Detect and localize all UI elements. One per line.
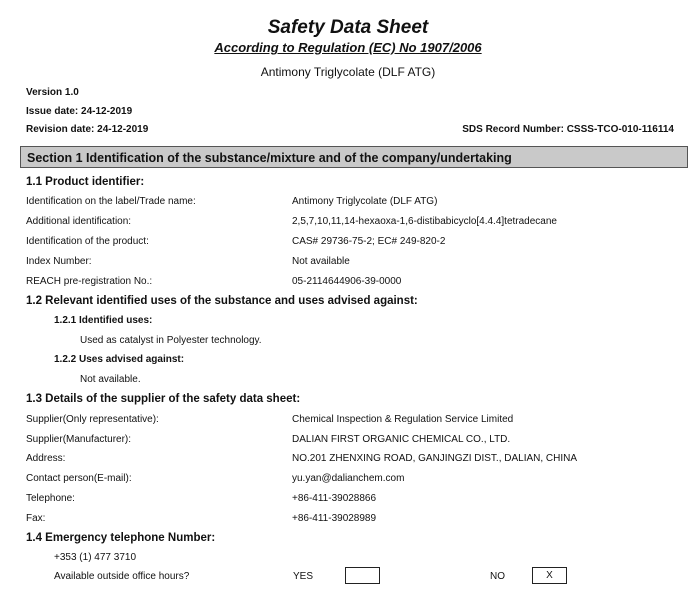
yes-label: YES [293, 571, 314, 582]
row-label-manufacturer: Supplier(Manufacturer): [26, 434, 132, 445]
heading-1-1: 1.1 Product identifier: [26, 176, 145, 188]
heading-1-2-2: 1.2.2 Uses advised against: [54, 354, 185, 365]
row-value-additional-id: 2,5,7,10,11,14-hexaoxa-1,6-distibabicyclo[4.4.4]tetradecane [292, 216, 557, 227]
yes-checkbox[interactable] [345, 567, 380, 584]
row-label-reach: REACH pre-registration No.: [26, 276, 153, 287]
sds-record-number: SDS Record Number: CSSS-TCO-010-116114 [462, 124, 674, 135]
row-label-address: Address: [26, 453, 66, 464]
heading-1-2-1: 1.2.1 Identified uses: [54, 315, 153, 326]
identified-uses-text: Used as catalyst in Polyester technology. [80, 335, 262, 346]
heading-1-4: 1.4 Emergency telephone Number: [26, 532, 216, 544]
row-value-contact-email: yu.yan@dalianchem.com [292, 473, 405, 484]
row-value-supplier-or: Chemical Inspection & Regulation Service Limited [292, 414, 514, 425]
row-value-product-id: CAS# 29736-75-2; EC# 249-820-2 [292, 236, 446, 247]
heading-1-3: 1.3 Details of the supplier of the safety data sheet: [26, 393, 301, 405]
no-checkbox[interactable]: X [532, 567, 567, 584]
revision-date: Revision date: 24-12-2019 [26, 124, 149, 135]
no-label: NO [490, 571, 505, 582]
outside-hours-label: Available outside office hours? [54, 571, 190, 582]
row-label-telephone: Telephone: [26, 493, 75, 504]
row-value-address: NO.201 ZHENXING ROAD, GANJINGZI DIST., DALIAN, CHINA [292, 453, 578, 464]
row-value-index-number: Not available [292, 256, 350, 267]
uses-advised-against-text: Not available. [80, 374, 141, 385]
section-1-header [20, 146, 688, 168]
row-label-fax: Fax: [26, 513, 46, 524]
row-label-product-id: Identification of the product: [26, 236, 149, 247]
section-1-title: Section 1 Identification of the substance/mixture and of the company/undertaking [27, 151, 512, 165]
issue-date: Issue date: 24-12-2019 [26, 106, 133, 117]
row-label-additional-id: Additional identification: [26, 216, 132, 227]
row-label-index-number: Index Number: [26, 256, 92, 267]
heading-1-2: 1.2 Relevant identified uses of the substance and uses advised against: [26, 295, 418, 307]
row-value-telephone: +86-411-39028866 [292, 493, 377, 504]
row-value-reach: 05-2114644906-39-0000 [292, 276, 402, 287]
row-value-fax: +86-411-39028989 [292, 513, 377, 524]
emergency-phone: +353 (1) 477 3710 [54, 552, 137, 563]
row-value-trade-name: Antimony Triglycolate (DLF ATG) [292, 196, 438, 207]
row-label-supplier-or: Supplier(Only representative): [26, 414, 159, 425]
regulation-subtitle: According to Regulation (EC) No 1907/2006 [214, 40, 482, 55]
product-name: Antimony Triglycolate (DLF ATG) [260, 65, 436, 79]
row-label-trade-name: Identification on the label/Trade name: [26, 196, 196, 207]
row-value-manufacturer: DALIAN FIRST ORGANIC CHEMICAL CO., LTD. [292, 434, 511, 445]
row-label-contact-email: Contact person(E-mail): [26, 473, 132, 484]
version: Version 1.0 [26, 87, 79, 98]
document-title: Safety Data Sheet [267, 17, 429, 38]
